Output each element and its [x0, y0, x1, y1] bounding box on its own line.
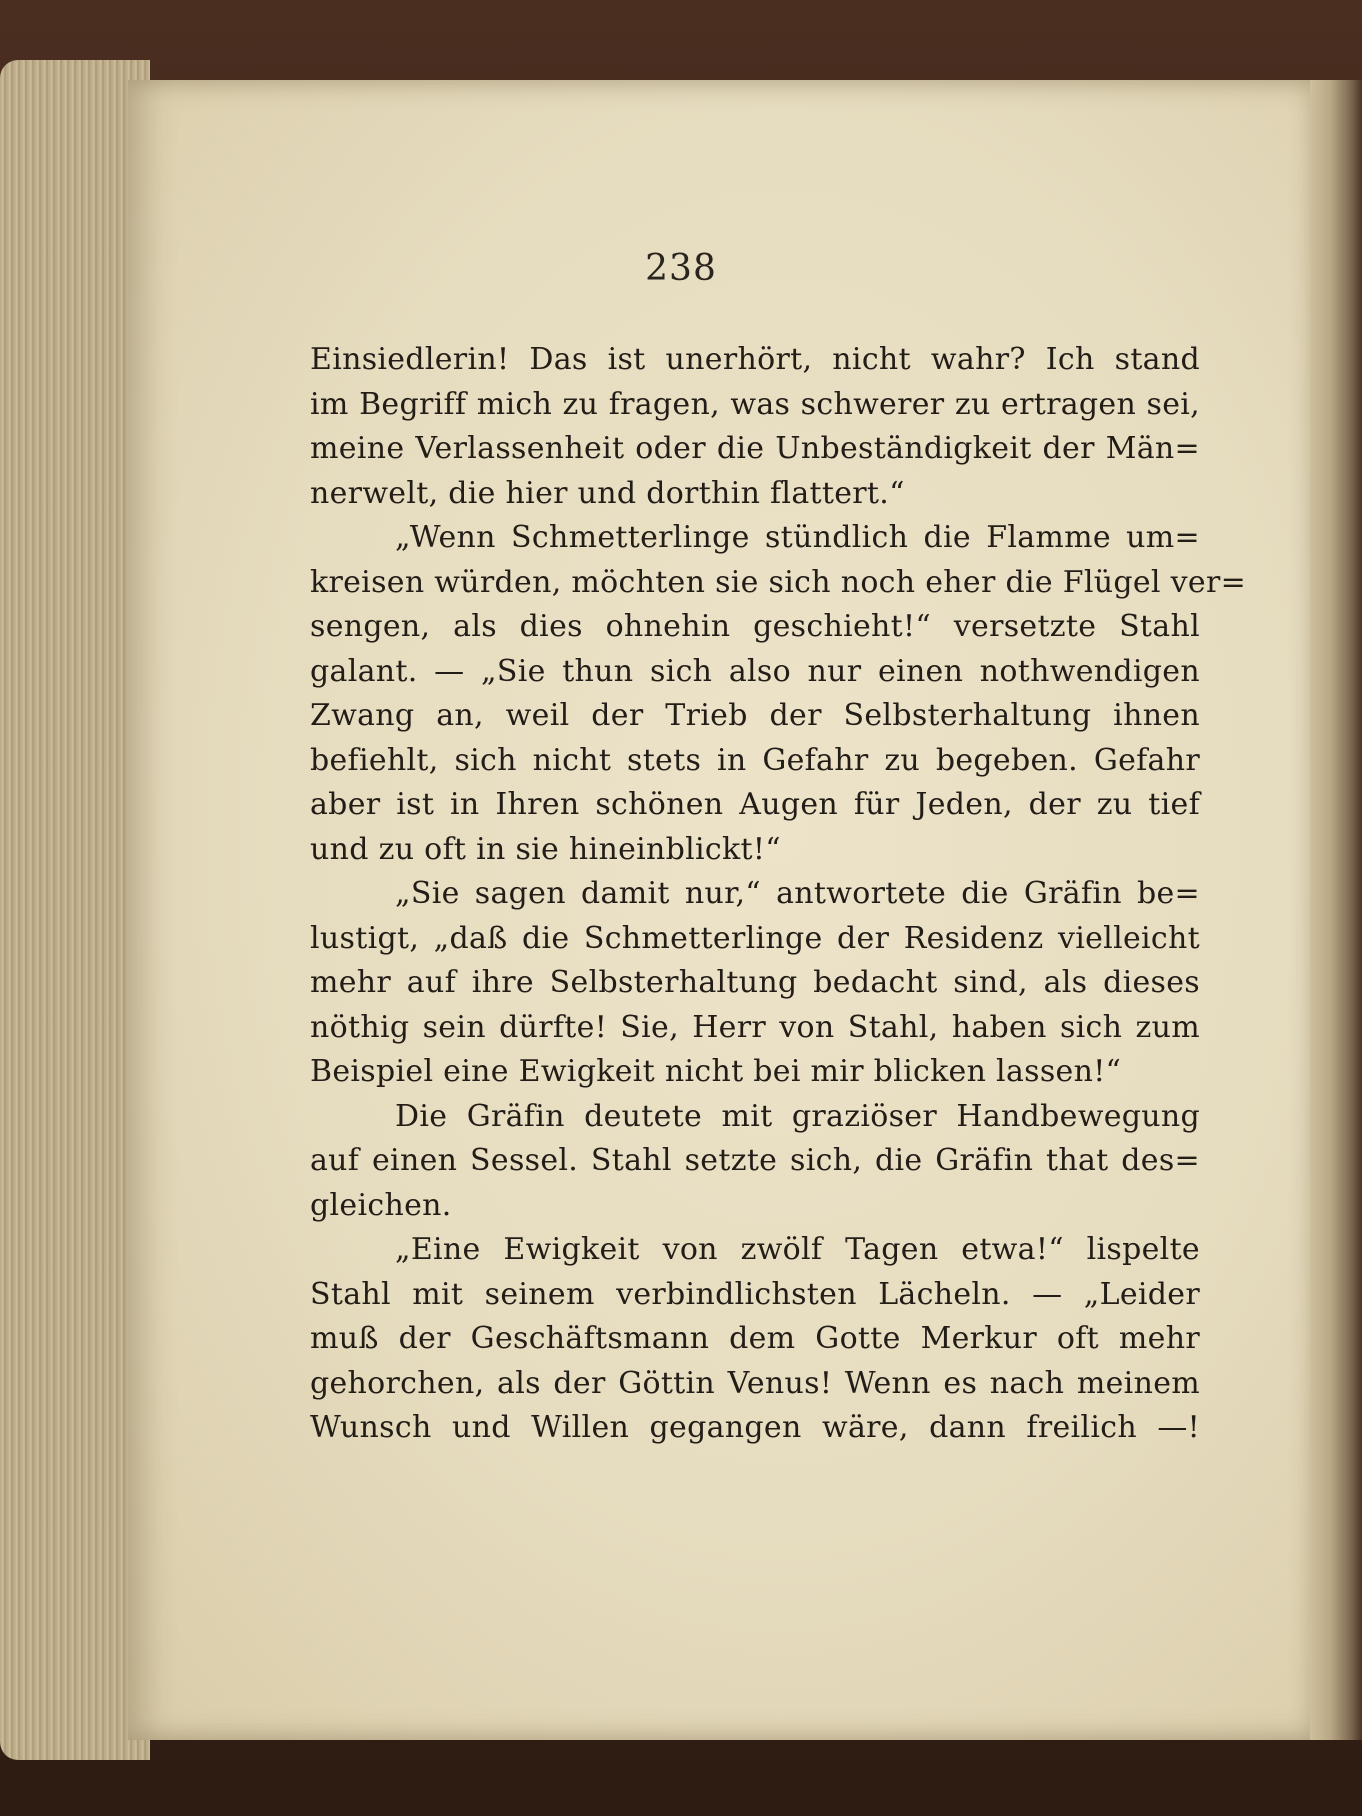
text-line: im Begriff mich zu fragen, was schwerer zu ertragen sei, — [310, 386, 1200, 422]
text-line: „Sie sagen damit nur,“ antwortete die Gräfin be= — [395, 876, 1200, 911]
book-gutter — [1310, 80, 1362, 1740]
text-line: befiehlt, sich nicht stets in Gefahr zu begeben. Gefahr — [310, 742, 1200, 778]
text-line: meine Verlassenheit oder die Unbeständigkeit der Män= — [310, 431, 1200, 466]
text-line: sengen, als dies ohnehin geschieht!“ versetzte Stahl — [310, 609, 1200, 644]
text-line: Wunsch und Willen gegangen wäre, dann freilich —! — [310, 1410, 1200, 1445]
text-line: „Eine Ewigkeit von zwölf Tagen etwa!“ lispelte — [395, 1232, 1200, 1267]
text-line: „Wenn Schmetterlinge stündlich die Flamme um= — [395, 520, 1200, 555]
text-line: nöthig sein dürfte! Sie, Herr von Stahl, haben sich zum — [310, 1009, 1200, 1045]
text-line: Zwang an, weil der Trieb der Selbsterhaltung ihnen — [310, 698, 1200, 733]
text-line: galant. — „Sie thun sich also nur einen nothwendigen — [310, 653, 1200, 689]
text-line: lustigt, „daß die Schmetterlinge der Residenz vielleicht — [310, 920, 1200, 956]
text-line: mehr auf ihre Selbsterhaltung bedacht sind, als dieses — [310, 965, 1200, 1000]
body-text — [310, 338, 1247, 1451]
text-line: Beispiel eine Ewigkeit nicht bei mir blicken lassen!“ — [310, 1054, 1122, 1089]
text-line: nerwelt, die hier und dorthin flattert.“ — [310, 475, 905, 511]
text-line: auf einen Sessel. Stahl setzte sich, die Gräfin that des= — [310, 1143, 1200, 1178]
text-line: aber ist in Ihren schönen Augen für Jeden, der zu tief — [310, 787, 1200, 822]
text-line: muß der Geschäftsmann dem Gotte Merkur oft mehr — [310, 1321, 1200, 1356]
text-line: Stahl mit seinem verbindlichsten Lächeln. — „Leider — [310, 1276, 1200, 1312]
text-line: kreisen würden, möchten sie sich noch eher die Flügel ver= — [310, 564, 1247, 600]
text-line: Einsiedlerin! Das ist unerhört, nicht wahr? Ich stand — [310, 342, 1200, 377]
text-line: Die Gräfin deutete mit graziöser Handbewegung — [395, 1098, 1200, 1134]
text-line: gehorchen, als der Göttin Venus! Wenn es nach meinem — [310, 1365, 1200, 1401]
text-line: und zu oft in sie hineinblickt!“ — [310, 831, 781, 867]
text-line: gleichen. — [310, 1187, 452, 1223]
page-number: 238 — [645, 248, 717, 289]
